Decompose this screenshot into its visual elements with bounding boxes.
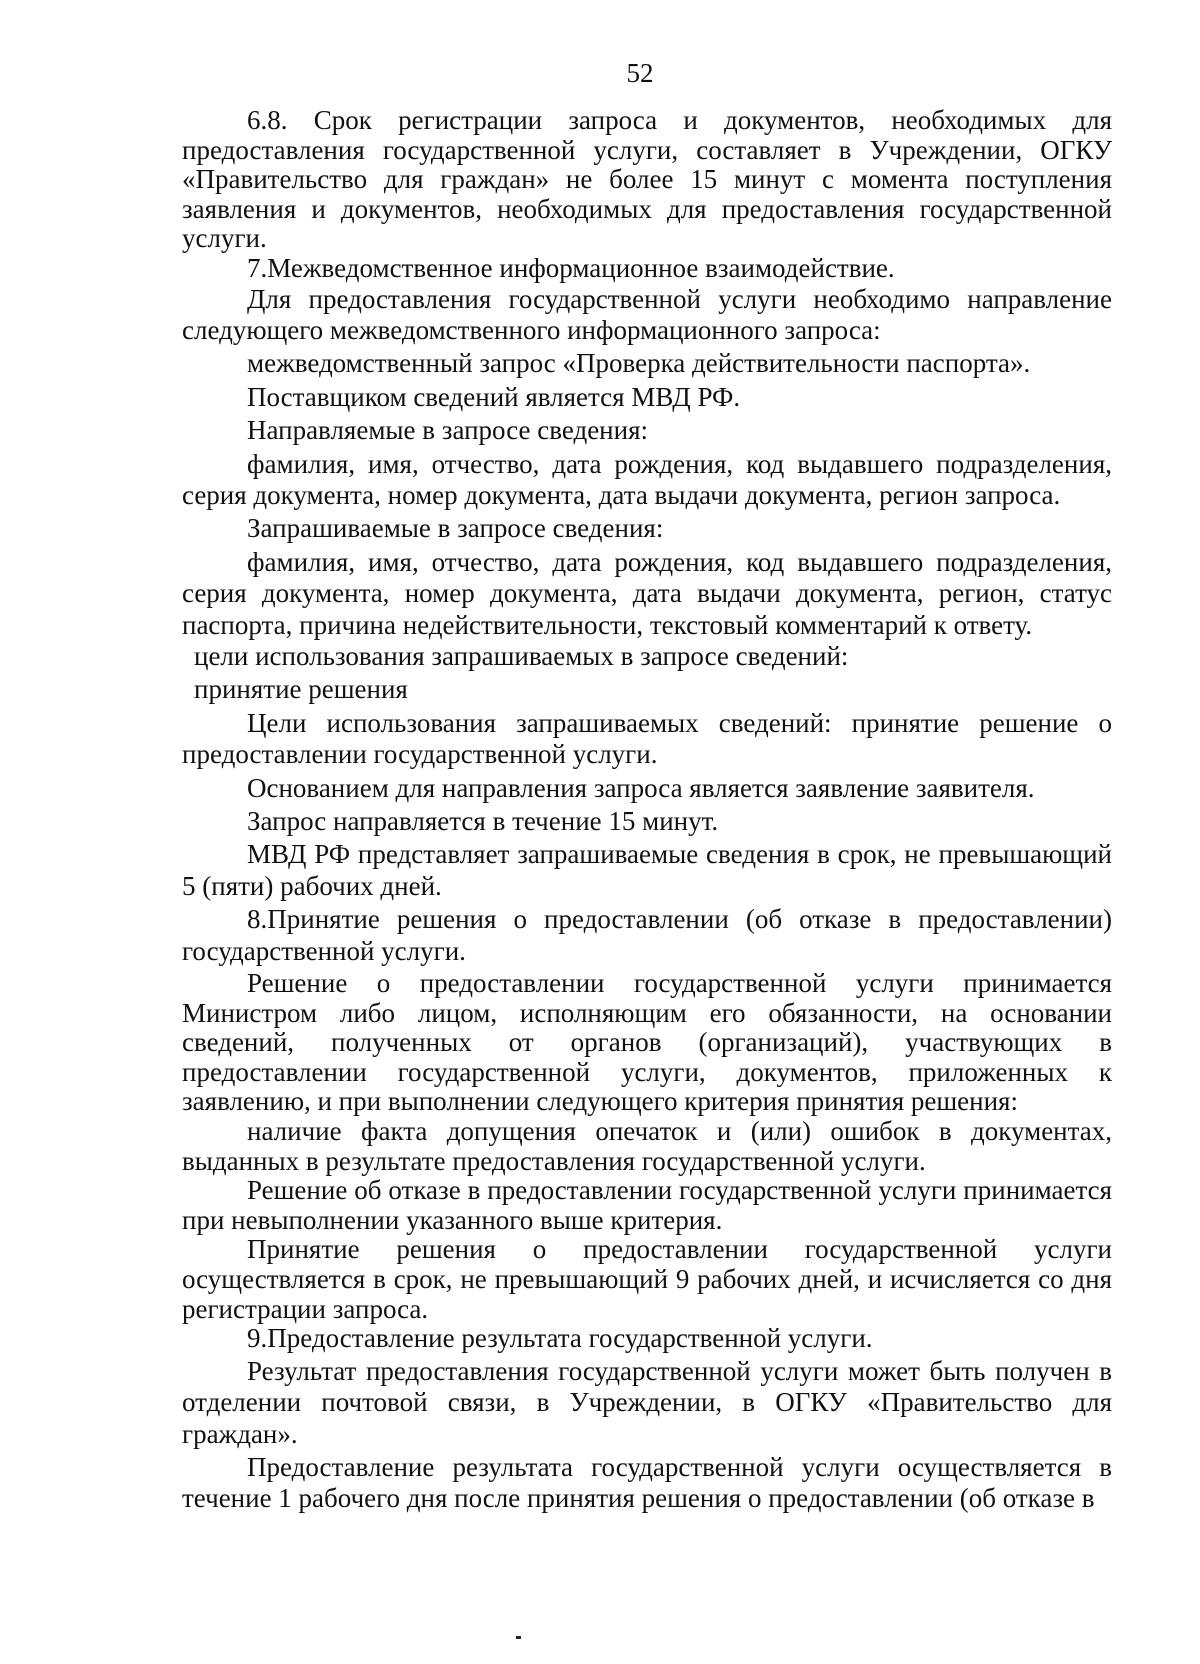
paragraph-request-timing: Запрос направляется в течение 15 минут.	[247, 806, 719, 837]
paragraph-result-delivery: Результат предоставления государственной услуги может быть получен в отделении почтовой связи, в Учреждении, в ОГКУ «Правительство для граждан».	[182, 1355, 1112, 1449]
paragraph-sent-data-heading: Направляемые в запросе сведения:	[247, 415, 648, 446]
document-body	[182, 106, 1112, 1515]
paragraph-interagency-request: Для предоставления государственной услуги необходимо направление следующего межведомственного информационного запроса:	[182, 283, 1112, 345]
paragraph-criterion: наличие факта допущения опечаток и (или) ошибок в документах, выданных в результате предоставления государственной услуги.	[182, 1116, 1112, 1176]
paragraph-decision: Решение о предоставлении государственной услуги принимается Министром либо лицом, исполняющим его обязанности, на основании сведений, полученных от органов (организаций), участвующих в предоставлении государственной услуги, документов, приложенных к заявлению, и при выполнении следующего критерия принятия решения:	[182, 968, 1112, 1117]
paragraph-refusal: Решение об отказе в предоставлении государственной услуги принимается при невыполнении указанного выше критерия.	[182, 1175, 1112, 1235]
section-heading-8: 8.Принятие решения о предоставлении (об отказе в предоставлении) государственной услуги.	[182, 904, 1112, 966]
section-heading-9: 9.Предоставление результата государственной услуги.	[247, 1323, 873, 1354]
section-heading-7: 7.Межведомственное информационное взаимодействие.	[247, 252, 895, 283]
paragraph-request-name: межведомственный запрос «Проверка действительности паспорта».	[247, 348, 1031, 379]
paragraph-result-term: Предоставление результата государственной услуги осуществляется в течение 1 рабочего дня после принятия решения о предоставлении (об отказе в	[182, 1452, 1112, 1514]
paragraph-sent-data-list: фамилия, имя, отчество, дата рождения, код выдавшего подразделения, серия документа, номер документа, дата выдачи документа, регион запроса.	[182, 448, 1112, 510]
paragraph-purpose-value: принятие решения	[194, 674, 408, 705]
paragraph-request-basis: Основанием для направления запроса является заявление заявителя.	[247, 772, 1035, 803]
scan-mark	[516, 1636, 521, 1639]
paragraph-purpose-heading: цели использования запрашиваемых в запросе сведений:	[194, 641, 849, 672]
paragraph-response-timing: МВД РФ представляет запрашиваемые сведения в срок, не превышающий 5 (пяти) рабочих дней.	[182, 839, 1112, 901]
paragraph-decision-term: Принятие решения о предоставлении государственной услуги осуществляется в срок, не превышающий 9 рабочих дней, и исчисляется со дня регистрации запроса.	[182, 1234, 1112, 1324]
paragraph-requested-data-list: фамилия, имя, отчество, дата рождения, код выдавшего подразделения, серия документа, номер документа, дата выдачи документа, регион, статус паспорта, причина недействительности, текстовый комментарий к ответу.	[182, 546, 1112, 640]
paragraph-purpose-detail: Цели использования запрашиваемых сведений: принятие решение о предоставлении государственной услуги.	[182, 707, 1112, 770]
paragraph-6-8: 6.8. Срок регистрации запроса и документов, необходимых для предоставления государственной услуги, составляет в Учреждении, ОГКУ «Правительство для граждан» не более 15 минут с момента поступления заявления и документов, необходимых для предоставления государственной услуги.	[182, 105, 1112, 254]
paragraph-provider: Поставщиком сведений является МВД РФ.	[247, 381, 741, 412]
paragraph-requested-data-heading: Запрашиваемые в запросе сведения:	[247, 513, 664, 544]
page-number: 52	[626, 58, 654, 88]
